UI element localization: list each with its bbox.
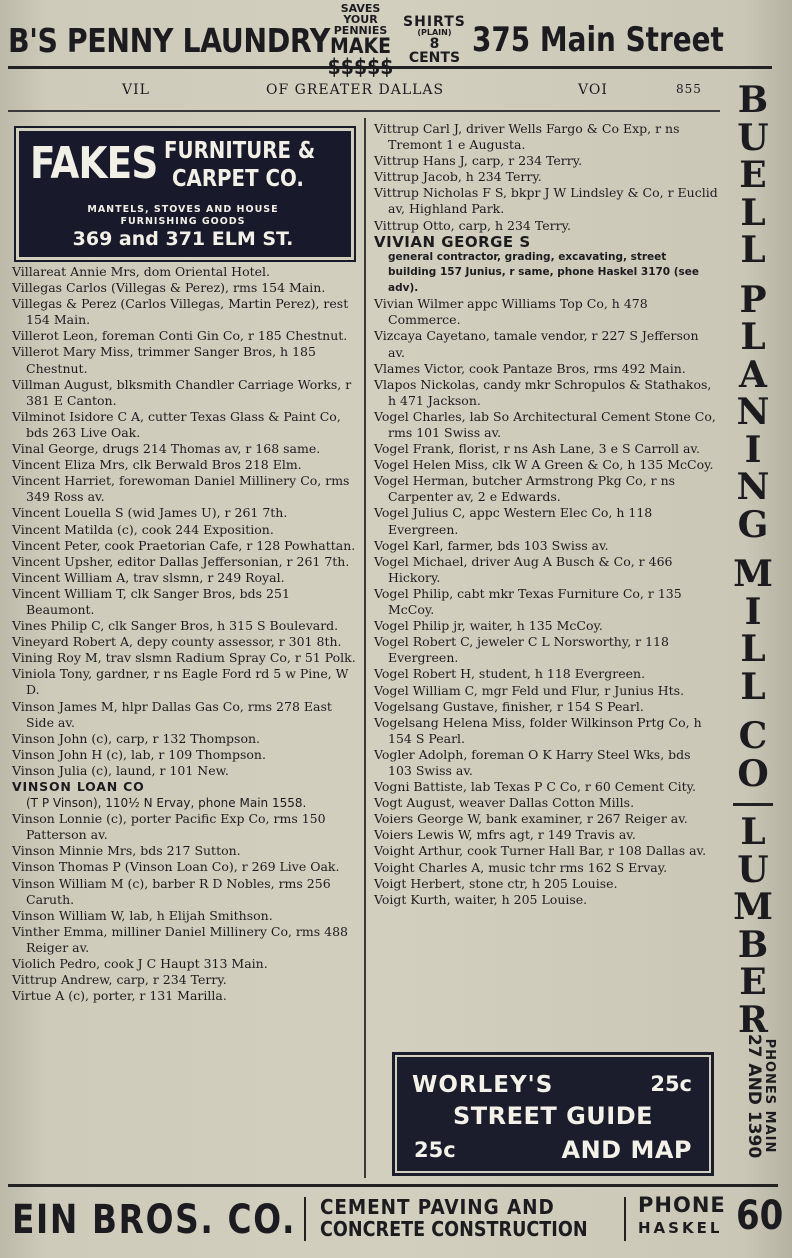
slogan-line-1: SAVES YOUR PENNIES [333,1,388,37]
listing-detail: general contractor, grading, excavating, street building 157 Junius, r same, phone Haskel 3170 (see adv). [388,250,700,294]
phones-line-1: PHONES MAIN [762,1038,777,1154]
guide-word-right: VOI [578,82,608,98]
ad-line-1: FURNITURE & [164,138,316,164]
directory-entry: Vogel Karl, farmer, bds 103 Swiss av. [374,537,609,553]
phone-exchange: HASKEL [638,1219,723,1237]
directory-entry: Vogel Charles, lab So Architectural Cement Stone Co, rms 101 Swiss av. [374,408,716,440]
side-phones [736,1030,776,1162]
phones-line-2: 27 AND 1390 [744,1033,765,1159]
ad-subtitle: AND MAP [561,1136,692,1164]
right-column [374,121,718,908]
side-letter: R [738,998,768,1041]
side-letter: I [744,428,762,471]
side-letter: M [733,553,773,595]
slogan-line-2: MAKE $$$$$ [327,33,394,79]
phone-label: PHONE [638,1193,726,1217]
listing-vivian [374,234,718,250]
directory-entry: Virtue A (c), porter, r 131 Marilla. [12,988,227,1004]
laundry-slogan [324,3,397,78]
column-rule [364,118,366,1178]
side-letter: L [740,316,766,358]
directory-entry: Vincent Upsher, editor Dallas Jeffersonian, r 261 7th. [12,553,350,569]
ad-brand: FAKES [30,138,158,189]
directory-entry: Villareat Annie Mrs, dom Oriental Hotel. [12,264,270,279]
directory-entry: Vogel Philip jr, waiter, h 135 McCoy. [374,618,603,634]
directory-entry: Vincent Louella S (wid James U), r 261 7th. [12,505,288,521]
directory-entry: Vogel Philip, cabt mkr Texas Furniture Co, r 135 McCoy. [374,585,682,618]
directory-entry: Voigt Kurth, waiter, h 205 Louise. [374,891,588,907]
header-rule [8,110,720,112]
directory-entry: Vinson Lonnie (c), porter Pacific Exp Co, rms 150 Patterson av. [12,811,326,843]
directory-entry: Vincent Matilda (c), cook 244 Exposition. [12,521,274,537]
directory-entry: Vogler Adolph, foreman O K Harry Steel Wks, bds 103 Swiss av. [374,746,691,778]
side-letter: C [738,715,768,757]
fakes-furniture-ad [14,126,356,262]
directory-entry: Vizcaya Cayetano, tamale vendor, r 227 S Jefferson av. [374,328,699,360]
directory-entry: Voight Arthur, cook Turner Hall Bar, r 108 Dallas av. [374,843,707,859]
directory-entry: Villerot Mary Miss, trimmer Sanger Bros, h 185 Chestnut. [12,344,316,376]
directory-entry: Villegas Carlos (Villegas & Perez), rms 154 Main. [12,280,326,296]
directory-entry: Vogni Battiste, lab Texas P C Co, r 60 Cement City. [374,779,696,795]
directory-entry: Vinson Thomas P (Vinson Loan Co), r 269 Live Oak. [12,859,340,875]
directory-entry: Vogelsang Helena Miss, folder Wilkinson Prtg Co, h 154 S Pearl. [374,714,702,746]
side-letter: B [737,79,769,121]
shirts-line-1: SHIRTS [403,14,466,30]
directory-entry: Vittrup Otto, carp, h 234 Terry. [374,217,571,233]
directory-title: OF GREATER DALLAS [266,82,445,98]
left-column [12,264,360,1004]
ad-price: 25c [414,1138,456,1162]
listing-name: VINSON LOAN CO [12,779,145,794]
directory-entry: Vilminot Isidore C A, cutter Texas Glass & Paint Co, bds 263 Live Oak. [12,408,341,440]
directory-entry: Vittrup Nicholas F S, bkpr J W Lindsley & Co, r Euclid av, Highland Park. [374,185,718,217]
ad-line-2: CARPET CO. [172,166,304,192]
side-letter: E [739,154,767,196]
phone-number: 60 [736,1193,784,1239]
directory-entry: Vincent William A, trav slsmn, r 249 Royal. [12,569,285,585]
side-letter: E [739,961,767,1003]
directory-entry: Villman August, blksmith Chandler Carriage Works, r 381 E Canton. [12,376,352,408]
directory-entry: Vincent Peter, cook Praetorian Cafe, r 128 Powhattan. [12,537,356,553]
directory-entry: Vogel Julius C, appc Western Elec Co, h 118 Evergreen. [374,505,653,537]
side-banner-text [732,79,774,1041]
directory-entry: Vincent Eliza Mrs, clk Berwald Bros 218 Elm. [12,457,302,473]
shirts-line-3: 8 CENTS [408,36,461,66]
directory-entry: Vinson William W, lab, h Elijah Smithson. [12,907,273,923]
side-letter: N [736,466,770,508]
ad-sub-1: MANTELS, STOVES AND HOUSE [87,204,279,215]
directory-entry: Vines Philip C, clk Sanger Bros, h 315 S Boulevard. [12,618,339,634]
side-banner-dash [733,803,773,806]
listing-vinson-loan [12,779,360,795]
directory-entry: Vinson William M (c), barber R D Nobles, rms 256 Caruth. [12,875,331,907]
side-letter: N [736,391,770,433]
directory-entry: Voiers Lewis W, mfrs agt, r 149 Travis av. [374,827,636,843]
directory-entry: Vittrup Hans J, carp, r 234 Terry. [374,153,583,169]
side-letter: M [733,886,773,928]
side-letter: L [740,665,766,708]
directory-entry: Vincent Harriet, forewoman Daniel Millinery Co, rms 349 Ross av. [12,473,350,505]
ad-price: 25c [650,1072,692,1096]
directory-entry: Vogel Robert C, jeweler C L Norsworthy, r 118 Evergreen. [374,634,669,666]
directory-entry: Vincent William T, clk Sanger Bros, bds 251 Beaumont. [12,585,290,617]
running-header [10,80,710,104]
directory-entry: Vittrup Andrew, carp, r 234 Terry. [12,972,227,988]
side-letter: I [744,590,762,633]
left-entries-2 [12,811,360,1004]
directory-entry: Viniola Tony, gardner, r ns Eagle Ford rd 5 w Pine, W D. [12,666,349,698]
side-letter: G [737,503,769,546]
directory-entry: Vinson Minnie Mrs, bds 217 Sutton. [12,843,241,859]
ad-address: 369 and 371 ELM ST. [72,228,294,250]
listing-name: VIVIAN GEORGE S [374,232,531,251]
side-letter: B [737,923,769,966]
side-letter: L [740,628,766,670]
directory-entry: Villerot Leon, foreman Conti Gin Co, r 185 Chestnut. [12,328,348,344]
directory-entry: Vlames Victor, cook Pantaze Bros, rms 492 Main. [374,360,686,376]
directory-entry: Vogel Robert H, student, h 118 Evergreen. [374,666,646,682]
directory-entry: Violich Pedro, cook J C Haupt 313 Main. [12,956,268,972]
directory-entry: Vogel Michael, driver Aug A Busch & Co, r 466 Hickory. [374,553,673,585]
side-letter: U [737,116,769,159]
side-letter: L [740,229,766,271]
directory-entry: Vineyard Robert A, depy county assessor, r 301 8th. [12,634,342,650]
ad-brand: WORLEY'S [412,1072,554,1098]
side-letter: L [740,811,766,853]
right-entries-2 [374,296,718,908]
laundry-name: B'S PENNY LAUNDRY [8,20,330,60]
directory-entry: Vinson John H (c), lab, r 109 Thompson. [12,746,266,762]
directory-entry: Vogel Frank, florist, r ns Ash Lane, 3 e S Carroll av. [374,441,700,457]
directory-entry: Villegas & Perez (Carlos Villegas, Martin Perez), rest 154 Main. [12,296,349,328]
worley-street-guide-ad [392,1052,714,1176]
directory-entry: Vinson James M, hlpr Dallas Gas Co, rms 278 East Side av. [12,698,332,730]
service-line-1: CEMENT PAVING AND [320,1195,555,1219]
laundry-address: 375 Main Street [471,20,724,60]
shirts-price [403,15,466,65]
side-letter: U [737,848,769,891]
directory-entry: Vining Roy M, trav slsmn Radium Spray Co, r 51 Polk. [12,650,356,666]
side-phones-text [736,1030,776,1162]
left-entries [12,264,360,779]
directory-entry: Vogel Herman, butcher Armstrong Pkg Co, r ns Carpenter av, 2 e Edwards. [374,473,676,505]
directory-entry: Voigt Herbert, stone ctr, h 205 Louise. [374,875,618,891]
directory-entry: Vittrup Jacob, h 234 Terry. [374,169,542,185]
directory-entry: Vinson John (c), carp, r 132 Thompson. [12,730,261,746]
side-letter: L [740,191,766,234]
directory-entry: Vogt August, weaver Dallas Cotton Mills. [374,795,635,811]
ad-title: STREET GUIDE [452,1102,654,1130]
directory-entry: Vinther Emma, milliner Daniel Millinery Co, rms 488 Reiger av. [12,923,348,955]
directory-entry: Vivian Wilmer appc Williams Top Co, h 478 Commerce. [374,296,648,328]
directory-entry: Vlapos Nickolas, candy mkr Schropulos & Stathakos, h 471 Jackson. [374,376,712,408]
directory-entry: Vogel William C, mgr Feld und Flur, r Junius Hts. [374,682,685,698]
banner-divider [304,1197,306,1241]
side-letter: P [739,278,767,321]
directory-entry: Vittrup Carl J, driver Wells Fargo & Co Exp, r ns Tremont 1 e Augusta. [374,121,680,153]
directory-entry: Vinson Julia (c), laund, r 101 New. [12,762,229,778]
service-line-2: CONCRETE CONSTRUCTION [320,1217,588,1241]
directory-entry: Vinal George, drugs 214 Thomas av, r 168 same. [12,441,321,457]
side-banner [726,78,776,1178]
listing-detail: (T P Vinson), 110½ N Ervay, phone Main 1558. [26,796,307,811]
top-laundry-banner [8,1,772,79]
shirts-line-2: (PLAIN) [417,28,452,37]
side-letter: O [737,752,769,795]
directory-entry: Voight Charles A, music tchr rms 162 S Ervay. [374,859,668,875]
directory-entry: Voiers George W, bank examiner, r 267 Reiger av. [374,811,688,827]
page-number: 855 [676,82,702,96]
directory-entry: Vogel Helen Miss, clk W A Green & Co, h 135 McCoy. [374,457,714,473]
right-entries [374,121,718,234]
ad-sub-2: FURNISHING GOODS [120,216,246,227]
side-letter: A [739,353,767,396]
directory-entry: Vogelsang Gustave, finisher, r 154 S Pearl. [374,698,644,714]
banner-divider [624,1197,626,1241]
guide-word-left: VIL [122,82,150,98]
company-name: EIN BROS. CO. [12,1197,297,1243]
bottom-banner [8,1184,784,1247]
